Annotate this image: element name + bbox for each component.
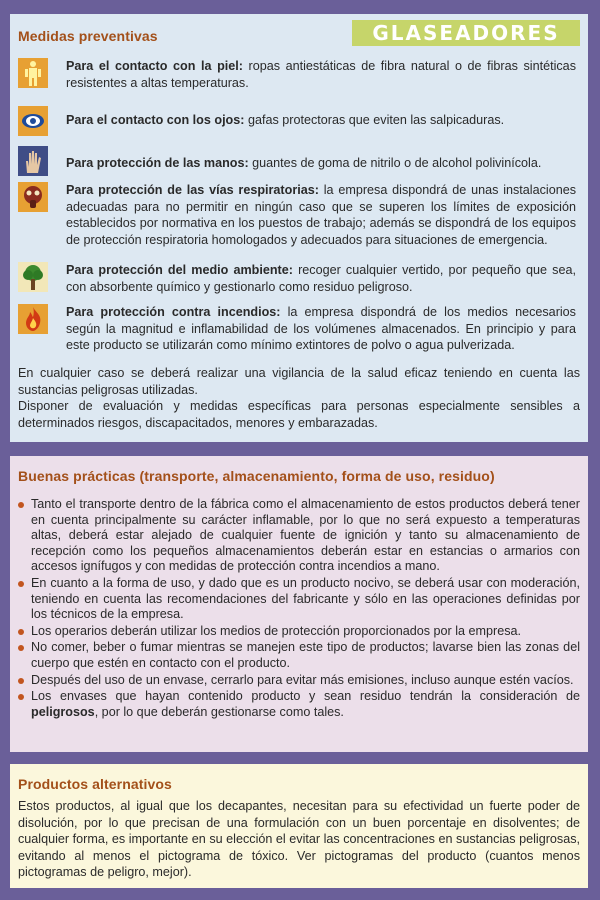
hand-icon <box>18 146 48 176</box>
bullet-icon <box>18 502 24 508</box>
eye-icon <box>18 106 48 136</box>
section-heading: Productos alternativos <box>18 776 172 792</box>
item-text: Para el contacto con los ojos: gafas protectoras que eviten las salpicaduras. <box>66 113 505 127</box>
productos-alternativos-panel <box>10 764 588 888</box>
buenas-practicas-panel <box>10 456 588 752</box>
medidas-preventivas-panel <box>10 14 588 442</box>
bullet-icon <box>18 678 24 684</box>
section-heading: Medidas preventivas <box>18 28 158 44</box>
tree-icon <box>18 262 48 292</box>
practices-list <box>18 497 580 721</box>
item-text: Para protección del medio ambiente: recoger cualquier vertido, por pequeño que sea, con absorbente químico y gestionarlo como residuo peligroso. <box>66 263 576 294</box>
bullet-icon <box>18 645 24 651</box>
list-item: En cuanto a la forma de uso, y dado que es un producto nocivo, se deberá usar con moderación, teniendo en cuenta las recomendaciones del fabricante y sólo en las operaciones definidas por los técnicos de la empresa. <box>18 576 580 623</box>
list-item: Los envases que hayan contenido producto y sean residuo tendrán la consideración de peligrosos, por lo que deberán gestionarse como tales. <box>18 689 580 720</box>
alternatives-text: Estos productos, al igual que los decapantes, necesitan para su efectividad un fuerte poder de disolución, por lo que precisan de una formulación con un buen porcentaje en disolventes; de cualquier forma, es importante en su elección el evitar las concentraciones en sustancias peligrosas, evitando al menos el pictograma de tóxico. Ver pictogramas del producto (cuantos menos pictogramas de peligro, mejor). <box>18 799 580 879</box>
list-item: Después del uso de un envase, cerrarlo para evitar más emisiones, incluso aunque estén vacíos. <box>18 673 580 689</box>
item-text: Para el contacto con la piel: ropas antiestáticas de fibra natural o de fibras sintéticas resistentes a altas temperaturas. <box>66 59 576 90</box>
list-item: Los operarios deberán utilizar los medios de protección proporcionados por la empresa. <box>18 624 580 640</box>
list-item: No comer, beber o fumar mientras se manejen este tipo de productos; lavarse bien las zonas del cuerpo que estén en contacto con el producto. <box>18 640 580 671</box>
item-text: Para protección de las vías respiratorias: la empresa dispondrá de unas instalaciones adecuadas para no permitir en ningún caso que se superen los límites de exposición establecidos por normativa en los puestos de trabajo; además se dispondrá de los equipos de protección respiratoria homologados y adecuados para situaciones de emergencia. <box>66 183 577 247</box>
title-badge: GLASEADORES <box>352 20 580 46</box>
item-text: Para protección de las manos: guantes de goma de nitrilo o de alcohol polivinícola. <box>66 156 542 170</box>
section-heading: Buenas prácticas (transporte, almacenamiento, forma de uso, residuo) <box>18 468 495 484</box>
health-note: En cualquier caso se deberá realizar una vigilancia de la salud eficaz teniendo en cuenta las sustancias peligrosas utilizadas. <box>18 366 580 397</box>
gas-mask-icon <box>18 182 48 212</box>
bullet-icon <box>18 694 24 700</box>
sensitive-note: Disponer de evaluación y medidas específicas para personas especialmente sensibles a determinados riesgos, discapacitados, menores y embarazadas. <box>18 399 580 430</box>
bullet-icon <box>18 629 24 635</box>
body-suit-icon <box>18 58 48 88</box>
bullet-icon <box>18 581 24 587</box>
item-text: Para protección contra incendios: la empresa dispondrá de los medios necesarios según la magnitud e inflamabilidad de los volúmenes almacenados. En principio y para este producto se utilizarán como mínimo extintores de polvo o agua pulverizada. <box>66 305 576 352</box>
list-item: Tanto el transporte dentro de la fábrica como el almacenamiento de estos productos deberá tener en cuenta principalmente su carácter inflamable, por lo que no será expuesto a temperaturas altas, deberá estar alejado de cualquier fuente de ignición y tanto su almacenamiento de recepción como los pequeños almacenamientos deberán estar en estancias o armarios con accesos ignífugos y con medidas de protección contra incendios a mano. <box>18 497 580 575</box>
fire-icon <box>18 304 48 334</box>
